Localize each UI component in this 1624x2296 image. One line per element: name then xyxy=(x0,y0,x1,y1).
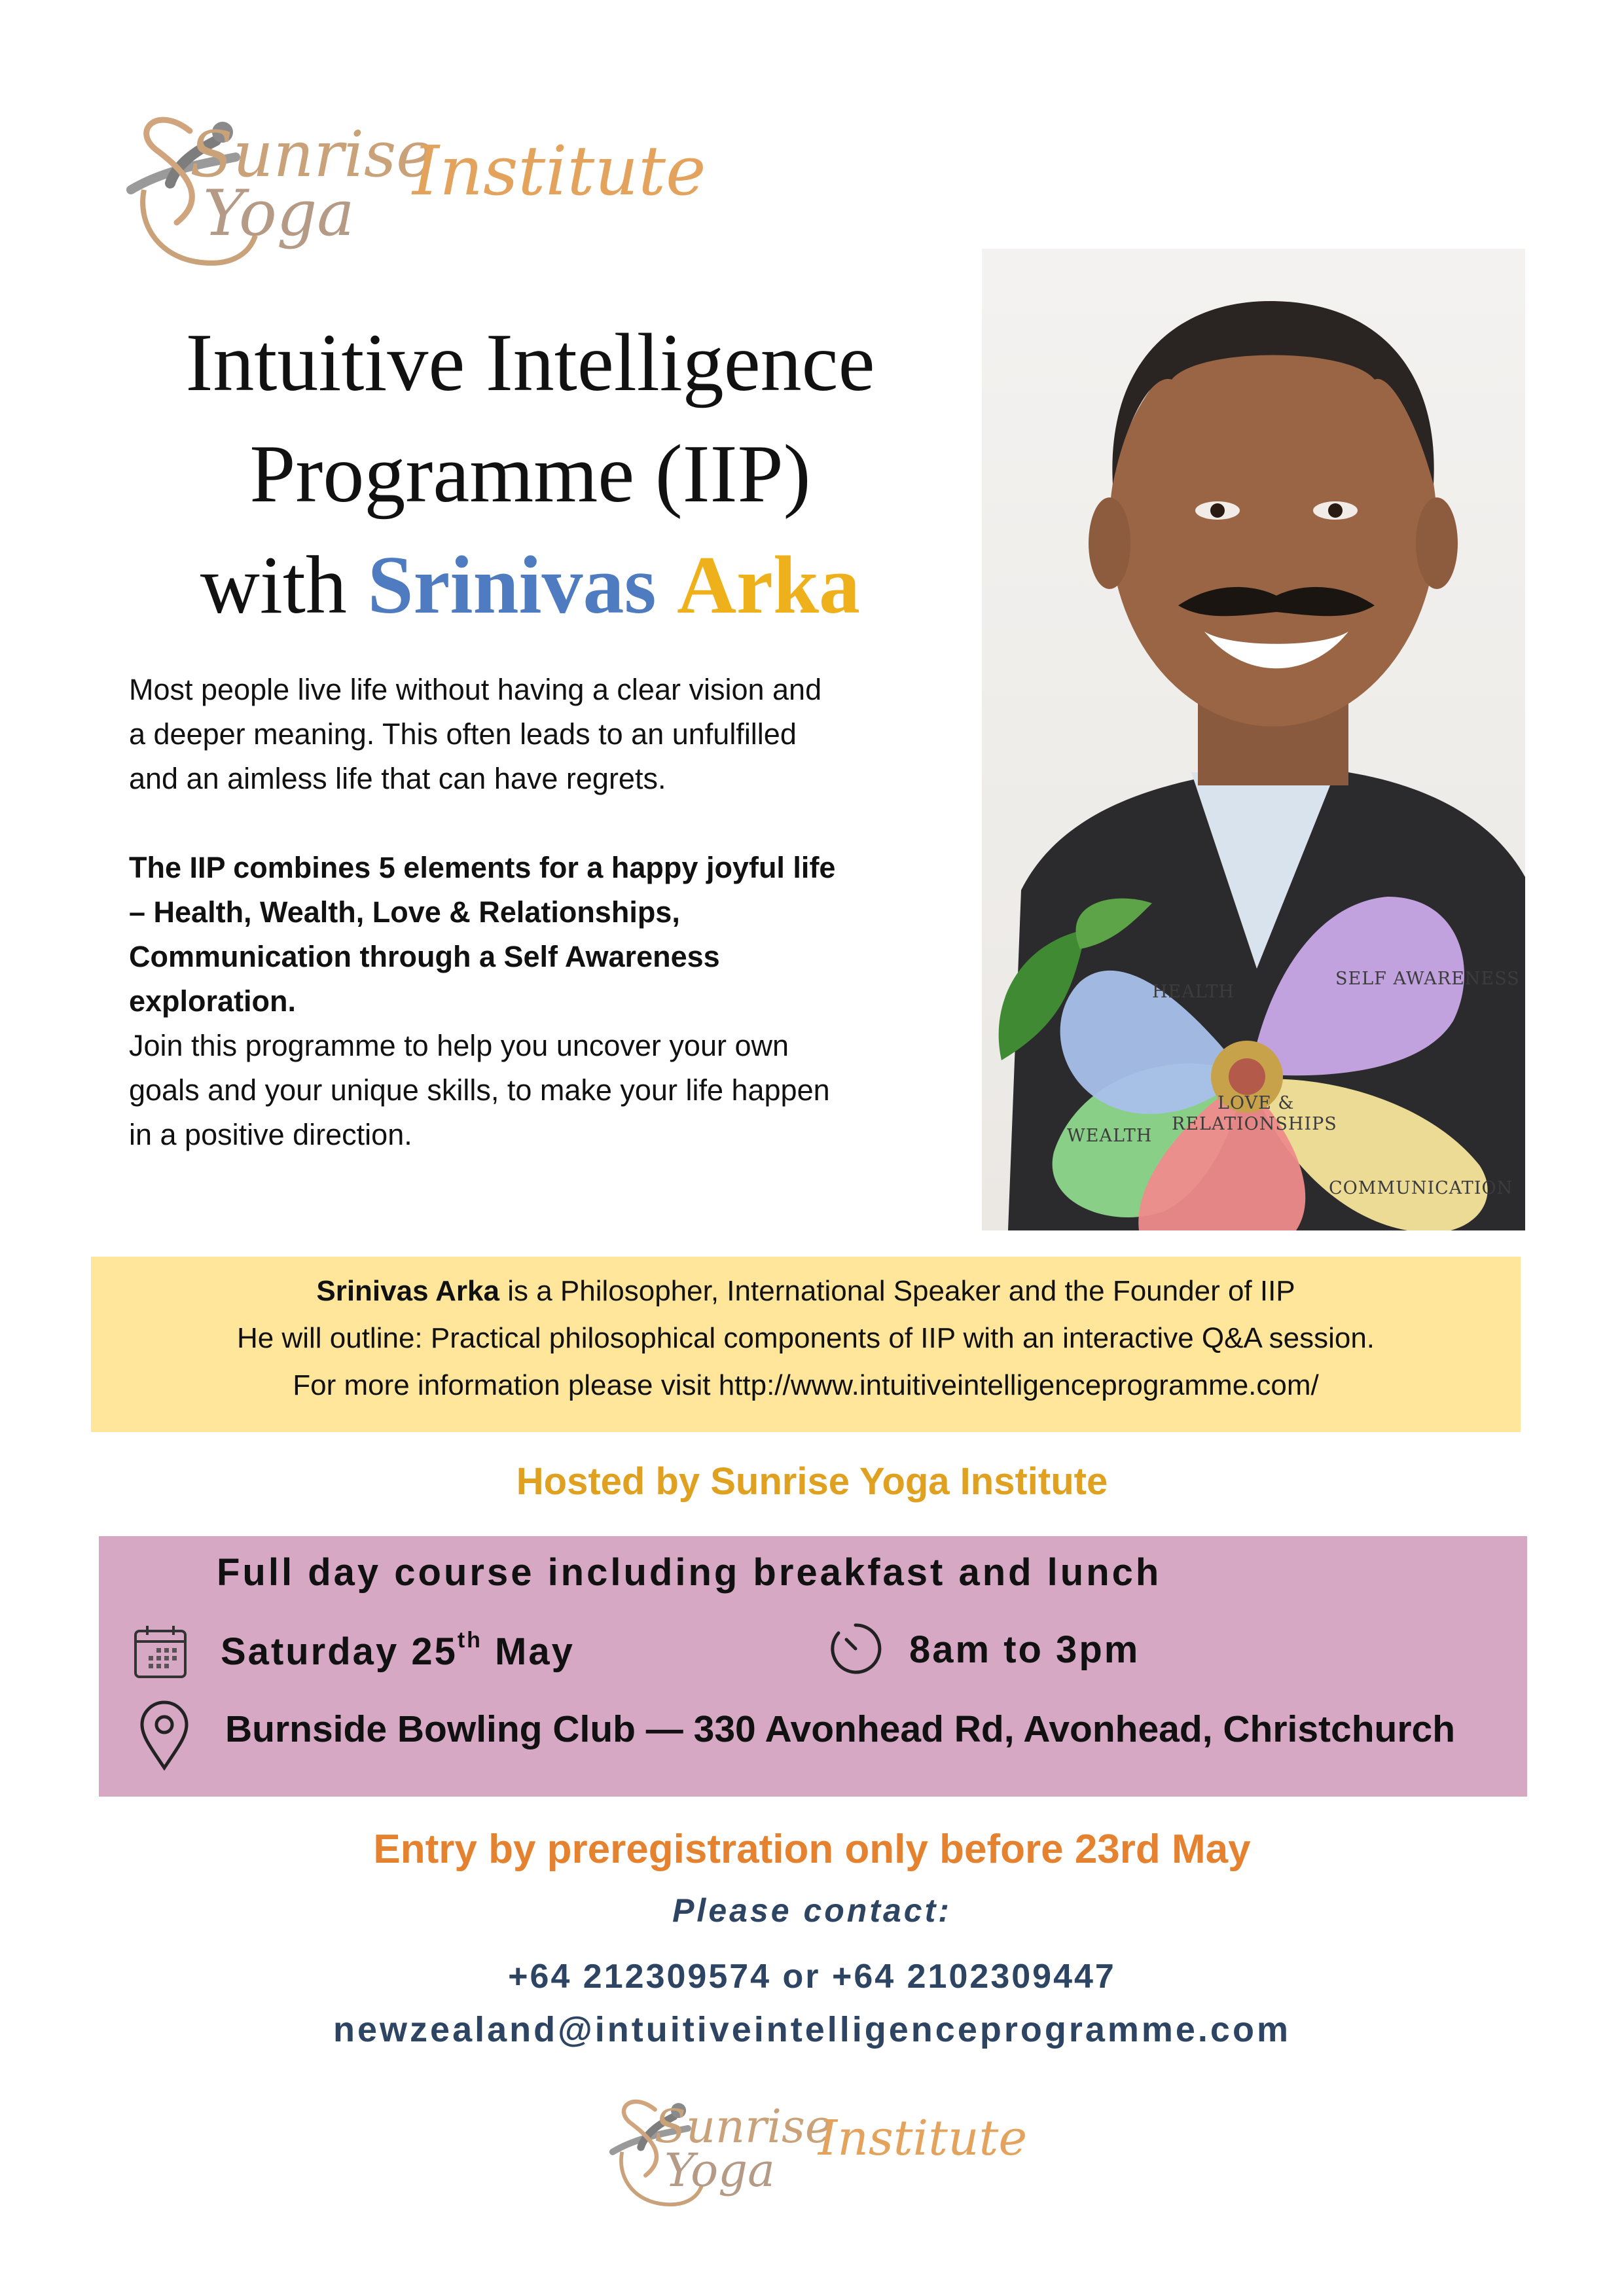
contact-label: Please contact: xyxy=(672,1892,952,1929)
hosted-by: Hosted by Sunrise Yoga Institute xyxy=(516,1460,1108,1503)
title-with: with xyxy=(200,540,347,631)
event-date xyxy=(221,1628,575,1674)
clock-icon xyxy=(828,1621,883,1676)
contact-phones: +64 212309574 or +64 2102309447 xyxy=(508,1958,1116,1996)
location-pin-icon xyxy=(138,1700,190,1772)
info-line-1-rest: is a Philosopher, International Speaker and the Founder of IIP xyxy=(499,1275,1295,1307)
intro-p2-line: goals and your unique skills, to make your life happen xyxy=(129,1073,830,1107)
info-speaker-name: Srinivas Arka xyxy=(316,1275,499,1307)
logo-bottom xyxy=(602,2081,1060,2232)
intro-p2-line: in a positive direction. xyxy=(129,1118,412,1151)
logo-sunrise: Sunrise xyxy=(655,2100,833,2153)
event-date-sup: th xyxy=(457,1628,482,1653)
speaker-photo xyxy=(982,249,1525,1230)
title-line-2: Programme (IIP) xyxy=(249,429,811,520)
petal-label-love-line-1: LOVE & xyxy=(1218,1093,1295,1113)
event-headline: Full day course including breakfast and lunch xyxy=(217,1551,1162,1594)
logo-yoga: Yoga xyxy=(664,2144,775,2197)
info-line-1 xyxy=(91,1275,1521,1308)
logo-top xyxy=(118,92,707,301)
petal-label-wealth: WEALTH xyxy=(1067,1126,1153,1146)
event-date-prefix: Saturday 25 xyxy=(221,1630,458,1673)
info-line-2: He will outline: Practical philosophical components of IIP with an interactive Q&A session. xyxy=(236,1322,1375,1354)
intro-bold-line: – Health, Wealth, Love & Relationships, xyxy=(129,895,680,929)
title-first-name: Srinivas xyxy=(367,540,657,631)
contact-email: newzealand@intuitiveintelligenceprogramme.com xyxy=(333,2010,1291,2049)
intro-p2-line: Join this programme to help you uncover your own xyxy=(129,1029,789,1062)
intro-bold-line: Communication through a Self Awareness xyxy=(129,940,720,973)
petal-label-self-awareness: SELF AWARENESS xyxy=(1335,969,1520,989)
title-line-1: Intuitive Intelligence xyxy=(185,317,875,408)
page-title xyxy=(85,308,975,641)
info-line-3: For more information please visit http://www.intuitiveintelligenceprogramme.com/ xyxy=(293,1369,1319,1401)
title-line-3 xyxy=(85,530,975,641)
intro-p1-line: and an aimless life that can have regrets. xyxy=(129,762,666,795)
calendar-icon xyxy=(133,1624,188,1679)
intro-text xyxy=(129,668,980,1157)
intro-p1-line: Most people live life without having a clear vision and xyxy=(129,673,822,706)
entry-notice: Entry by preregistration only before 23rd May xyxy=(373,1827,1251,1872)
petal-label-health: HEALTH xyxy=(1152,982,1235,1002)
event-time: 8am to 3pm xyxy=(909,1628,1140,1671)
event-details-box xyxy=(99,1536,1527,1797)
logo-sunrise: Sunrise xyxy=(190,118,434,191)
event-date-suffix: May xyxy=(482,1630,575,1673)
petal-label-love-line-2: RELATIONSHIPS xyxy=(1172,1114,1337,1134)
logo-institute: Institute xyxy=(412,131,706,211)
title-last-name: Arka xyxy=(677,540,861,631)
event-location: Burnside Bowling Club — 330 Avonhead Rd, Avonhead, Christchurch xyxy=(225,1708,1456,1750)
intro-p1-line: a deeper meaning. This often leads to an unfulfilled xyxy=(129,717,797,751)
info-box xyxy=(91,1257,1521,1432)
petal-label-communication: COMMUNICATION xyxy=(1329,1178,1513,1198)
logo-yoga: Yoga xyxy=(203,177,355,250)
intro-bold-line: The IIP combines 5 elements for a happy joyful life xyxy=(129,851,836,884)
intro-bold-line: exploration. xyxy=(129,984,297,1018)
logo-institute: Institute xyxy=(818,2110,1028,2166)
